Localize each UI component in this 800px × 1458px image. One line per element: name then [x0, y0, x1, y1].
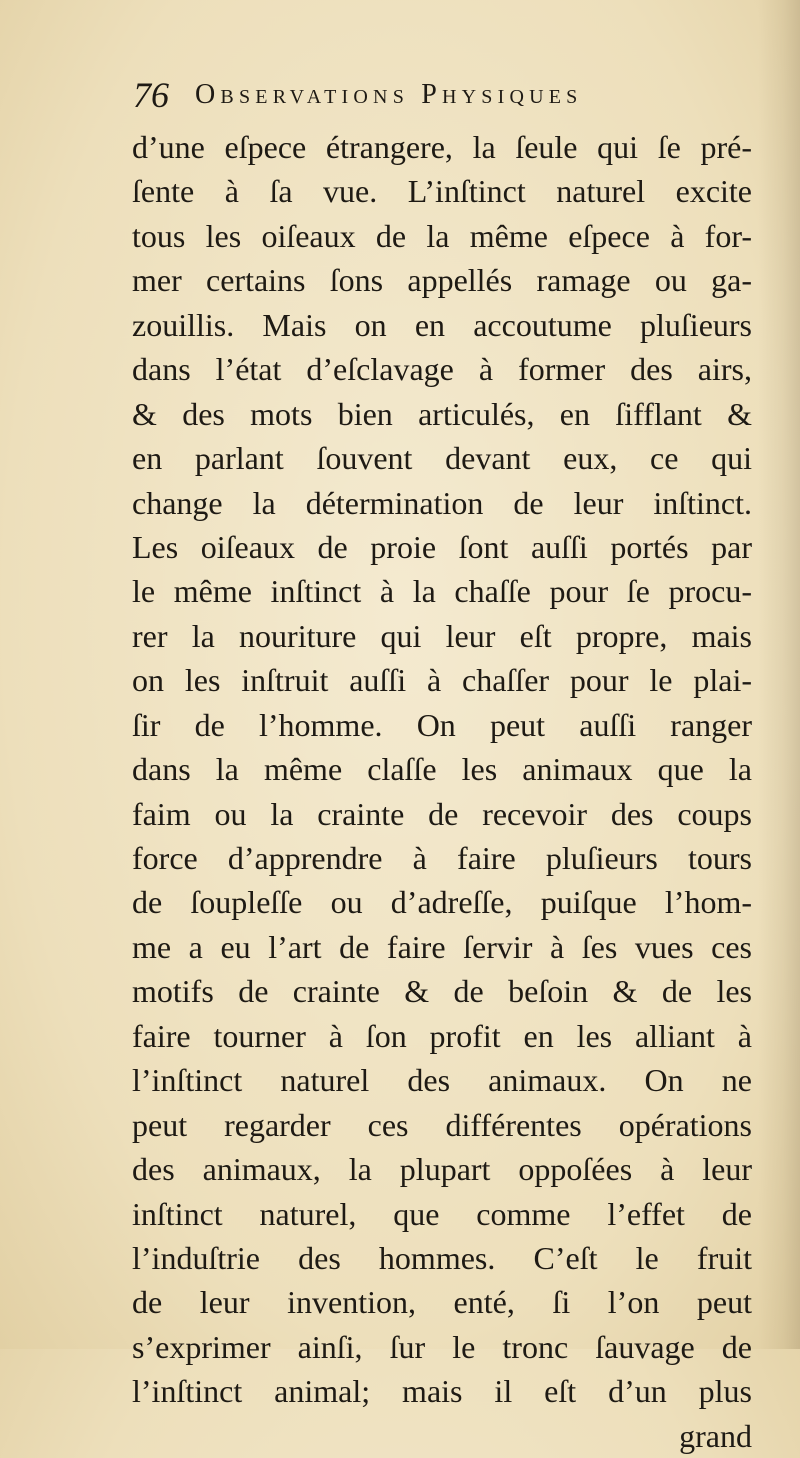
catchword: grand	[679, 1417, 752, 1454]
text-line: inſtinct naturel, que comme l’effet de	[132, 1195, 752, 1232]
page-edge-shadow	[758, 0, 800, 1349]
text-line: faim ou la crainte de recevoir des coups	[132, 795, 752, 832]
text-line: l’inſtinct animal; mais il eſt d’un plus	[132, 1373, 752, 1410]
text-line: d’une eſpece étrangere, la ſeule qui ſe pré-	[132, 129, 752, 165]
text-line: ſir de l’homme. On peut auſſi ranger	[132, 706, 752, 743]
text-line: rer la nouriture qui leur eſt propre, mais	[132, 617, 752, 654]
text-line: de leur invention, enté, ſi l’on peut	[132, 1284, 752, 1321]
text-line: zouillis. Mais on en accoutume pluſieurs	[132, 306, 752, 343]
text-line: force d’apprendre à faire pluſieurs tours	[132, 840, 752, 876]
text-line: change la détermination de leur inſtinct.	[132, 484, 752, 521]
text-line: Les oiſeaux de proie ſont auſſi portés par	[132, 528, 752, 565]
text-line: l’inſtinct naturel des animaux. On ne	[132, 1062, 752, 1099]
page-header	[133, 70, 745, 120]
text-line: on les inſtruit auſſi à chaſſer pour le plai-	[132, 662, 752, 699]
body-text	[132, 125, 752, 1458]
text-line: l’induſtrie des hommes. C’eſt le fruit	[132, 1239, 752, 1276]
text-line: dans la même claſſe les animaux que la	[132, 751, 752, 788]
text-line: le même inſtinct à la chaſſe pour ſe procu-	[132, 573, 752, 610]
text-line: tous les oiſeaux de la même eſpece à for-	[132, 217, 752, 254]
text-line: des animaux, la plupart oppoſées à leur	[132, 1151, 752, 1188]
text-line: de ſoupleſſe ou d’adreſſe, puiſque l’hom-	[132, 884, 752, 921]
text-line: dans l’état d’eſclavage à former des airs,	[132, 351, 752, 388]
text-line: & des mots bien articulés, en ſifflant &	[132, 395, 752, 432]
text-line: mer certains ſons appellés ramage ou ga-	[132, 262, 752, 299]
text-line: s’exprimer ainſi, ſur le tronc ſauvage de	[132, 1328, 752, 1365]
text-line: faire tourner à ſon profit en les alliant à	[132, 1017, 752, 1054]
text-line: motifs de crainte & de beſoin & de les	[132, 973, 752, 1010]
text-line: me a eu l’art de faire ſervir à ſes vues ces	[132, 928, 752, 965]
text-line: en parlant ſouvent devant eux, ce qui	[132, 440, 752, 477]
running-head: Observations Physiques	[195, 79, 583, 110]
page-number: 76	[133, 75, 169, 115]
text-line: ſente à ſa vue. L’inſtinct naturel excite	[132, 173, 752, 210]
text-line: peut regarder ces différentes opérations	[132, 1106, 752, 1143]
